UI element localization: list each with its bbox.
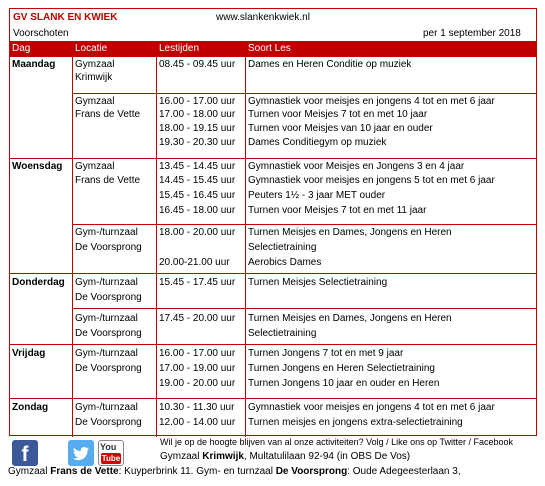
- address-text: , Multatulilaan 92-94 (in OBS De Vos): [243, 451, 411, 462]
- column-separator: [245, 41, 246, 437]
- lesson-type: Turnen Jongens 10 jaar en ouder en Heren: [248, 378, 440, 389]
- lesson-time: 14.45 - 15.45 uur: [159, 175, 236, 186]
- lesson-time: 17.00 - 18.00 uur: [159, 109, 236, 120]
- lesson-type: Aerobics Dames: [248, 257, 322, 268]
- lesson-time: 12.00 - 14.00 uur: [159, 417, 236, 428]
- lesson-time: 18.00 - 19.15 uur: [159, 123, 236, 134]
- lesson-type: Turnen Meisjes Selectietraining: [248, 277, 388, 288]
- address-line: [8, 466, 461, 478]
- location-name: Gym-/turnzaal: [75, 227, 138, 238]
- lesson-time: 13.45 - 14.45 uur: [159, 161, 236, 172]
- lesson-time: 17.00 - 19.00 uur: [159, 363, 236, 374]
- address-prefix: Gymzaal: [8, 466, 51, 477]
- column-header-times: Lestijden: [157, 41, 245, 56]
- column-separator: [72, 41, 73, 437]
- location-name: Frans de Vette: [75, 175, 141, 186]
- schedule-table: [9, 8, 537, 436]
- location-name: Gym-/turnzaal: [75, 313, 138, 324]
- lesson-time: 19.30 - 20.30 uur: [159, 137, 236, 148]
- location-name: Gymzaal: [75, 161, 115, 172]
- lesson-time: 20.00-21.00 uur: [159, 257, 230, 268]
- divider: [10, 273, 536, 274]
- lesson-type: Turnen Jongens en Heren Selectietraining: [248, 363, 435, 374]
- lesson-type: Gymnastiek voor Meisjes en Jongens 3 en 4 jaar: [248, 161, 465, 172]
- column-header-lesson: Soort Les: [246, 41, 536, 56]
- lesson-type: Gymnastiek voor meisjes en jongens 5 tot en met 6 jaar: [248, 175, 495, 186]
- effective-date: per 1 september 2018: [423, 28, 521, 39]
- location-name: Krimwijk: [75, 72, 113, 83]
- column-header-day: Dag: [10, 41, 72, 56]
- location-name: Frans de Vette: [75, 109, 141, 120]
- location-name: Gymzaal: [75, 59, 115, 70]
- location-name: De Voorsprong: [75, 292, 142, 303]
- lesson-type: Selectietraining: [248, 242, 317, 253]
- lesson-type: Selectietraining: [248, 328, 317, 339]
- lesson-type: Dames Conditiegym op muziek: [248, 137, 387, 148]
- youtube-icon[interactable]: [98, 440, 124, 466]
- lesson-time: 16.00 - 17.00 uur: [159, 348, 236, 359]
- day-friday: Vrijdag: [12, 348, 46, 359]
- lesson-type: Gymnastiek voor meisjes en jongens 4 tot en met 6 jaar: [248, 96, 495, 107]
- divider: [73, 308, 536, 309]
- venue-name: Frans de Vette: [50, 466, 119, 477]
- facebook-icon[interactable]: f: [12, 440, 38, 466]
- address-prefix: Gymzaal: [160, 451, 203, 462]
- location-name: Gym-/turnzaal: [75, 402, 138, 413]
- divider: [10, 344, 536, 345]
- lesson-type: Turnen voor Meisjes 7 tot en met 11 jaar: [248, 205, 427, 216]
- divider: [10, 56, 536, 57]
- address-text: : Kuyperbrink 11. Gym- en turnzaal: [118, 466, 276, 477]
- lesson-type: Turnen voor Meisjes van 10 jaar en ouder: [248, 123, 433, 134]
- address-krimwijk: [160, 451, 410, 463]
- lesson-type: Turnen meisjes en jongens extra-selectietraining: [248, 417, 463, 428]
- column-header-location: Locatie: [73, 41, 156, 56]
- location-name: Gymzaal: [75, 96, 115, 107]
- lesson-time: 15.45 - 17.45 uur: [159, 277, 236, 288]
- location-name: Gym-/turnzaal: [75, 348, 138, 359]
- day-sunday: Zondag: [12, 402, 49, 413]
- lesson-type: Turnen voor Meisjes 7 tot en met 10 jaar: [248, 109, 428, 120]
- club-name: GV SLANK EN KWIEK: [13, 12, 118, 23]
- lesson-time: 19.00 - 20.00 uur: [159, 378, 236, 389]
- twitter-bird-icon: [68, 440, 94, 466]
- lesson-time: 08.45 - 09.45 uur: [159, 59, 236, 70]
- divider: [10, 398, 536, 399]
- divider: [73, 224, 536, 225]
- day-monday: Maandag: [12, 59, 56, 70]
- location-name: De Voorsprong: [75, 328, 142, 339]
- location-name: Gym-/turnzaal: [75, 277, 138, 288]
- lesson-time: 15.45 - 16.45 uur: [159, 190, 236, 201]
- lesson-type: Peuters 1½ - 3 jaar MET ouder: [248, 190, 386, 201]
- lesson-type: Dames en Heren Conditie op muziek: [248, 59, 412, 70]
- location-name: De Voorsprong: [75, 363, 142, 374]
- day-thursday: Donderdag: [12, 277, 65, 288]
- divider: [10, 158, 536, 159]
- youtube-label: You: [100, 442, 117, 452]
- column-separator: [156, 41, 157, 437]
- lesson-time: 17.45 - 20.00 uur: [159, 313, 236, 324]
- lesson-time: 18.00 - 20.00 uur: [159, 227, 236, 238]
- lesson-type: Gymnastiek voor meisjes en jongens 4 tot en met 6 jaar: [248, 402, 495, 413]
- lesson-time: 10.30 - 11.30 uur: [159, 402, 235, 413]
- lesson-time: 16.45 - 18.00 uur: [159, 205, 236, 216]
- venue-name: Krimwijk: [202, 451, 244, 462]
- divider: [73, 93, 536, 94]
- address-text: : Oude Adegeesterlaan 3,: [347, 466, 461, 477]
- day-wednesday: Woensdag: [12, 161, 63, 172]
- location-name: De Voorsprong: [75, 242, 142, 253]
- lesson-time: 16.00 - 17.00 uur: [159, 96, 236, 107]
- lesson-type: Turnen Meisjes en Dames, Jongens en Heren: [248, 227, 452, 238]
- venue-name: De Voorsprong: [275, 466, 348, 477]
- social-follow-text: Wil je op de hoogte blijven van al onze activiteiten? Volg / Like ons op Twitter / Facebook: [160, 437, 514, 447]
- lesson-type: Turnen Meisjes en Dames, Jongens en Heren: [248, 313, 452, 324]
- location-name: De Voorsprong: [75, 417, 142, 428]
- city: Voorschoten: [13, 28, 69, 39]
- website-link[interactable]: www.slankenkwiek.nl: [216, 12, 310, 23]
- twitter-icon[interactable]: [68, 440, 94, 466]
- lesson-type: Turnen Jongens 7 tot en met 9 jaar: [248, 348, 404, 359]
- youtube-box: Tube: [101, 454, 121, 463]
